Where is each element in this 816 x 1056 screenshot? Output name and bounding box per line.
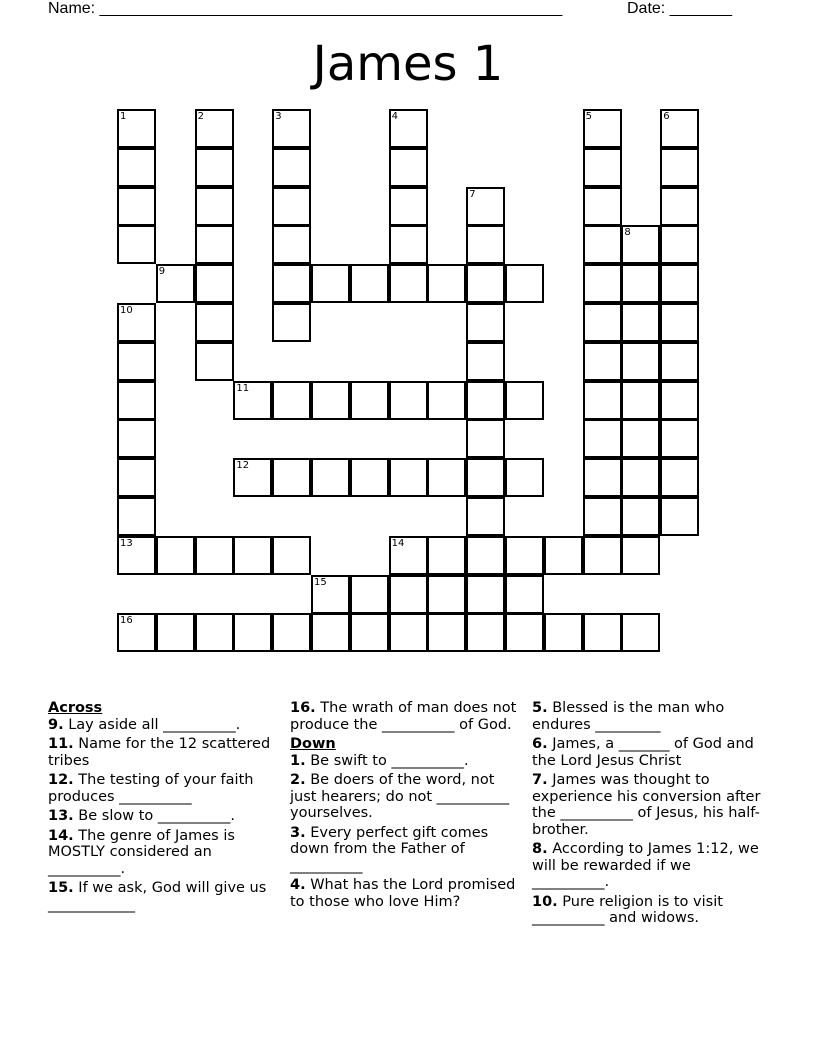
grid-cell[interactable]: [117, 458, 156, 497]
grid-cell[interactable]: [117, 303, 156, 342]
grid-cell[interactable]: [272, 381, 311, 420]
grid-cell[interactable]: [505, 381, 544, 420]
grid-cell[interactable]: [272, 148, 311, 187]
grid-cell[interactable]: [660, 148, 699, 187]
date-field[interactable]: Date: _______: [627, 0, 732, 17]
clue-number: 16.: [290, 700, 316, 716]
clue-text: The wrath of man does not produce the __________ of God.: [290, 700, 517, 733]
cell-number: 9: [158, 266, 166, 278]
clue-number: 3.: [290, 824, 306, 841]
grid-cell[interactable]: [389, 225, 428, 264]
clue-text: Be doers of the word, not just hearers; do not __________ yourselves.: [290, 772, 510, 821]
grid-cell[interactable]: [660, 303, 699, 342]
grid-cell[interactable]: [621, 419, 660, 458]
grid-cell[interactable]: [621, 225, 660, 264]
clue-number: 8.: [532, 841, 548, 857]
cell-number: 6: [663, 111, 670, 122]
grid-cell[interactable]: [583, 303, 622, 342]
grid-cell[interactable]: [660, 187, 699, 226]
grid-cell[interactable]: [117, 381, 156, 420]
grid-cell[interactable]: [427, 264, 466, 303]
grid-cell[interactable]: [660, 264, 699, 303]
clue-text: What has the Lord promised to those who love Him?: [290, 877, 516, 910]
grid-cell[interactable]: [389, 458, 428, 497]
across-clue: [48, 828, 278, 878]
grid-cell[interactable]: [621, 303, 660, 342]
clue-text: Lay aside all __________.: [68, 716, 241, 733]
clue-text: Pure religion is to visit __________ and widows.: [532, 893, 723, 926]
puzzle-title: James 1: [312, 36, 504, 92]
grid-cell[interactable]: [311, 575, 350, 614]
grid-cell[interactable]: [156, 613, 195, 652]
across-clue: [48, 808, 278, 825]
clue-text: Name for the 12 scattered tribes: [48, 736, 271, 769]
grid-cell[interactable]: [272, 613, 311, 652]
cell-number: 1: [120, 111, 127, 122]
down-clue: [290, 753, 520, 770]
grid-cell[interactable]: [621, 497, 660, 536]
grid-cell[interactable]: [660, 497, 699, 536]
grid-cell[interactable]: [117, 613, 156, 652]
grid-cell[interactable]: [233, 613, 272, 652]
grid-cell[interactable]: [272, 303, 311, 342]
grid-cell[interactable]: [427, 575, 466, 614]
clue-text: Blessed is the man who endures _________: [532, 700, 725, 733]
grid-cell[interactable]: [272, 458, 311, 497]
grid-cell[interactable]: [505, 264, 544, 303]
across-clue: [290, 700, 520, 733]
down-clue: [290, 825, 520, 875]
clue-number: 2.: [290, 772, 306, 788]
grid-cell[interactable]: [660, 458, 699, 497]
grid-cell[interactable]: [272, 187, 311, 226]
grid-cell[interactable]: [156, 536, 195, 575]
grid-cell[interactable]: [583, 613, 622, 652]
cell-number: 5: [585, 111, 592, 122]
grid-cell[interactable]: [350, 613, 389, 652]
cell-number: 13: [120, 537, 133, 549]
grid-cell[interactable]: [195, 536, 234, 575]
grid-cell[interactable]: [466, 264, 505, 303]
grid-cell[interactable]: [272, 536, 311, 575]
grid-cell[interactable]: [466, 575, 505, 614]
grid-cell[interactable]: [427, 536, 466, 575]
grid-cell[interactable]: [583, 148, 622, 187]
grid-cell[interactable]: [117, 187, 156, 226]
across-clue: [48, 717, 278, 734]
grid-cell[interactable]: [117, 225, 156, 264]
grid-cell[interactable]: [466, 613, 505, 652]
cell-number: 12: [236, 460, 250, 472]
clue-text: Be swift to __________.: [310, 752, 469, 769]
clue-number: 1.: [290, 752, 306, 769]
across-clue: [48, 736, 278, 769]
grid-cell[interactable]: [660, 225, 699, 264]
grid-cell[interactable]: [195, 148, 234, 187]
grid-cell[interactable]: [660, 109, 699, 148]
grid-cell[interactable]: [117, 148, 156, 187]
grid-cell[interactable]: [544, 536, 583, 575]
grid-cell[interactable]: [505, 575, 544, 614]
grid-cell[interactable]: [621, 613, 660, 652]
cell-number: 3: [275, 111, 282, 122]
grid-cell[interactable]: [350, 381, 389, 420]
grid-cell[interactable]: [427, 613, 466, 652]
grid-cell[interactable]: [389, 264, 428, 303]
grid-cell[interactable]: [466, 225, 505, 264]
clue-column-3: [532, 700, 762, 930]
clue-column-2: [290, 700, 520, 913]
cell-number: 8: [624, 227, 631, 239]
clue-text: The testing of your faith produces __________: [48, 772, 254, 805]
grid-cell[interactable]: [583, 342, 622, 381]
cell-number: 4: [391, 111, 398, 122]
grid-cell[interactable]: [311, 381, 350, 420]
grid-cell[interactable]: [350, 458, 389, 497]
clue-text: If we ask, God will give us ____________: [48, 880, 267, 913]
grid-cell[interactable]: [466, 342, 505, 381]
clue-number: 11.: [48, 736, 74, 752]
grid-cell[interactable]: [583, 109, 622, 148]
grid-cell[interactable]: [117, 536, 156, 575]
grid-cell[interactable]: [621, 458, 660, 497]
clue-text: James, a _______ of God and the Lord Jesus Christ: [532, 736, 754, 769]
grid-cell[interactable]: [621, 381, 660, 420]
clue-number: 9.: [48, 716, 64, 733]
grid-cell[interactable]: [660, 342, 699, 381]
across-clue: [48, 772, 278, 805]
grid-cell[interactable]: [389, 109, 428, 148]
grid-cell[interactable]: [621, 342, 660, 381]
grid-cell[interactable]: [195, 342, 234, 381]
clue-number: 12.: [48, 772, 74, 788]
cell-number: 2: [197, 111, 204, 122]
clue-number: 6.: [532, 736, 548, 752]
down-clue: [532, 894, 762, 927]
clue-text: James was thought to experience his conversion after the __________ of Jesus, his half-brother.: [532, 772, 761, 838]
grid-cell[interactable]: [389, 381, 428, 420]
down-clue: [532, 772, 762, 838]
down-clue: [532, 841, 762, 891]
grid-cell[interactable]: [621, 264, 660, 303]
grid-cell[interactable]: [466, 419, 505, 458]
grid-cell[interactable]: [311, 613, 350, 652]
grid-cell[interactable]: [389, 575, 428, 614]
clue-text: According to James 1:12, we will be rewarded if we __________.: [532, 841, 759, 890]
grid-cell[interactable]: [195, 109, 234, 148]
down-clue: [290, 877, 520, 910]
down-clue: [290, 772, 520, 822]
grid-cell[interactable]: [427, 458, 466, 497]
grid-cell[interactable]: [117, 109, 156, 148]
clue-text: Every perfect gift comes down from the Father of __________: [290, 824, 489, 874]
cell-number: 15: [314, 576, 327, 588]
grid-cell[interactable]: [427, 381, 466, 420]
grid-cell[interactable]: [272, 264, 311, 303]
grid-cell[interactable]: [195, 264, 234, 303]
grid-cell[interactable]: [505, 613, 544, 652]
across-clue: [48, 880, 278, 913]
clue-number: 5.: [532, 700, 548, 716]
clue-text: Be slow to __________.: [78, 808, 235, 824]
grid-cell[interactable]: [350, 575, 389, 614]
grid-cell[interactable]: [117, 342, 156, 381]
grid-cell[interactable]: [195, 613, 234, 652]
grid-cell[interactable]: [583, 419, 622, 458]
grid-cell[interactable]: [583, 458, 622, 497]
grid-cell[interactable]: [660, 419, 699, 458]
grid-cell[interactable]: [195, 303, 234, 342]
cell-number: 16: [120, 615, 133, 627]
clue-column-1: [48, 700, 278, 916]
grid-cell[interactable]: [466, 536, 505, 575]
cell-number: 14: [391, 537, 405, 549]
grid-cell[interactable]: [583, 497, 622, 536]
grid-cell[interactable]: [466, 303, 505, 342]
grid-cell[interactable]: [466, 497, 505, 536]
grid-cell[interactable]: [389, 148, 428, 187]
grid-cell[interactable]: [233, 458, 272, 497]
clue-number: 4.: [290, 877, 306, 893]
grid-cell[interactable]: [389, 613, 428, 652]
clue-number: 14.: [48, 827, 74, 844]
grid-cell[interactable]: [233, 536, 272, 575]
clue-number: 15.: [48, 880, 74, 896]
grid-cell[interactable]: [466, 381, 505, 420]
clue-text: The genre of James is MOSTLY considered an __________.: [48, 827, 235, 877]
grid-cell[interactable]: [660, 381, 699, 420]
grid-cell[interactable]: [505, 458, 544, 497]
grid-cell[interactable]: [117, 419, 156, 458]
grid-cell[interactable]: [389, 536, 428, 575]
down-clue: [532, 700, 762, 733]
grid-cell[interactable]: [505, 536, 544, 575]
down-heading: Down: [290, 736, 336, 752]
grid-cell[interactable]: [583, 264, 622, 303]
grid-cell[interactable]: [583, 536, 622, 575]
clue-number: 7.: [532, 772, 548, 788]
grid-cell[interactable]: [272, 109, 311, 148]
grid-cell[interactable]: [350, 264, 389, 303]
grid-cell[interactable]: [233, 381, 272, 420]
cell-number: 10: [120, 305, 133, 316]
grid-cell[interactable]: [311, 458, 350, 497]
grid-cell[interactable]: [389, 187, 428, 226]
grid-cell[interactable]: [195, 187, 234, 226]
grid-cell[interactable]: [466, 187, 505, 226]
grid-cell[interactable]: [583, 225, 622, 264]
cell-number: 7: [469, 188, 476, 200]
grid-cell[interactable]: [544, 613, 583, 652]
clue-number: 13.: [48, 808, 74, 824]
grid-cell[interactable]: [583, 381, 622, 420]
cell-number: 11: [236, 382, 250, 394]
grid-cell[interactable]: [195, 225, 234, 264]
name-field[interactable]: Name: ____________________________________________________: [48, 0, 563, 17]
across-heading: Across: [48, 700, 103, 716]
grid-cell[interactable]: [583, 187, 622, 226]
grid-cell[interactable]: [621, 536, 660, 575]
grid-cell[interactable]: [466, 458, 505, 497]
grid-cell[interactable]: [311, 264, 350, 303]
down-clue: [532, 736, 762, 769]
clue-number: 10.: [532, 893, 558, 910]
grid-cell[interactable]: [272, 225, 311, 264]
grid-cell[interactable]: [117, 497, 156, 536]
grid-cell[interactable]: [156, 264, 195, 303]
